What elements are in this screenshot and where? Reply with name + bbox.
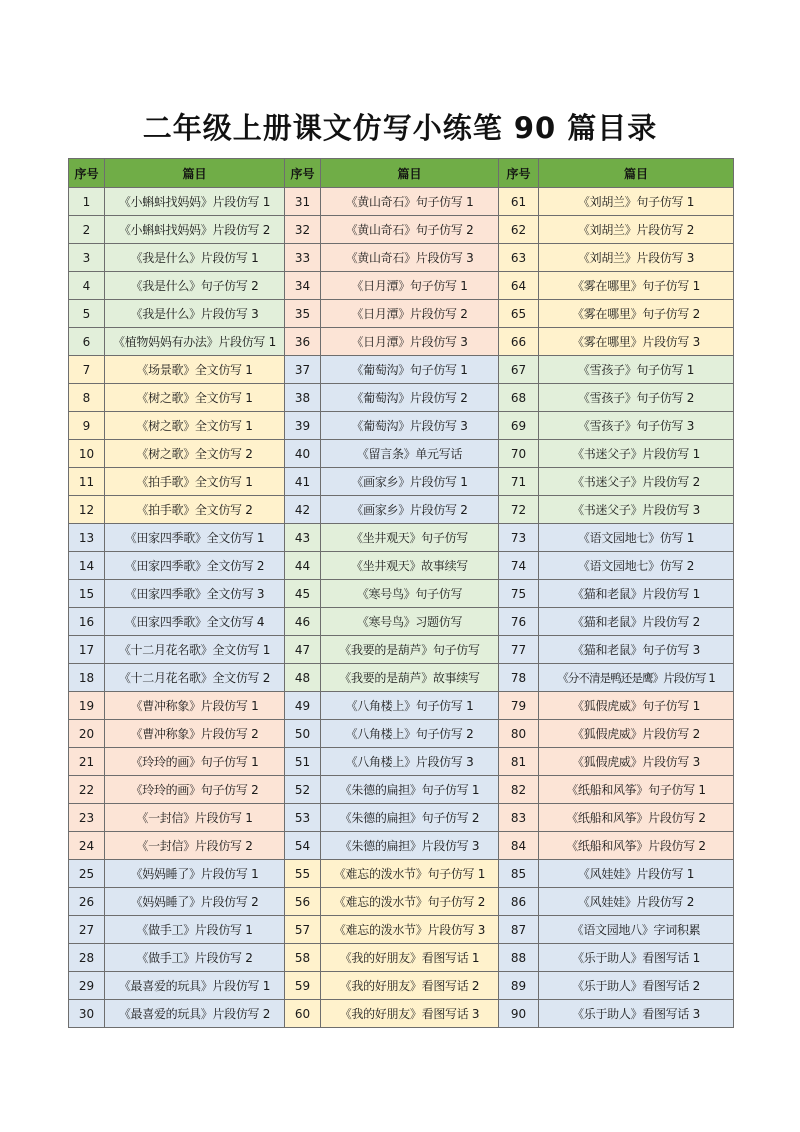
entry-title: 《雾在哪里》句子仿写 2 [539, 300, 734, 328]
entry-title: 《雾在哪里》句子仿写 1 [539, 272, 734, 300]
table-row [69, 664, 734, 692]
entry-number: 24 [69, 832, 105, 860]
entry-number: 29 [69, 972, 105, 1000]
entry-title: 《黄山奇石》句子仿写 2 [321, 216, 499, 244]
table-row [69, 496, 734, 524]
entry-title: 《日月潭》片段仿写 3 [321, 328, 499, 356]
table-row [69, 916, 734, 944]
entry-number: 25 [69, 860, 105, 888]
entry-title: 《日月潭》片段仿写 2 [321, 300, 499, 328]
entry-title: 《纸船和风筝》片段仿写 2 [539, 804, 734, 832]
table-row [69, 580, 734, 608]
entry-title: 《难忘的泼水节》句子仿写 2 [321, 888, 499, 916]
entry-title: 《十二月花名歌》全文仿写 1 [105, 636, 285, 664]
entry-title: 《最喜爱的玩具》片段仿写 1 [105, 972, 285, 1000]
entry-title: 《八角楼上》片段仿写 3 [321, 748, 499, 776]
entry-number: 75 [499, 580, 539, 608]
entry-number: 14 [69, 552, 105, 580]
entry-title: 《纸船和风筝》句子仿写 1 [539, 776, 734, 804]
entry-number: 88 [499, 944, 539, 972]
entry-title: 《葡萄沟》片段仿写 3 [321, 412, 499, 440]
table-row [69, 440, 734, 468]
entry-title: 《一封信》片段仿写 2 [105, 832, 285, 860]
entry-number: 69 [499, 412, 539, 440]
entry-title: 《猫和老鼠》片段仿写 1 [539, 580, 734, 608]
header-number: 序号 [499, 159, 539, 188]
entry-title: 《拍手歌》全文仿写 2 [105, 496, 285, 524]
entry-number: 61 [499, 188, 539, 216]
table-row [69, 272, 734, 300]
entry-title: 《我的好朋友》看图写话 2 [321, 972, 499, 1000]
entry-title: 《十二月花名歌》全文仿写 2 [105, 664, 285, 692]
entry-title: 《猫和老鼠》片段仿写 2 [539, 608, 734, 636]
entry-number: 78 [499, 664, 539, 692]
table-row [69, 720, 734, 748]
entry-title: 《小蝌蚪找妈妈》片段仿写 2 [105, 216, 285, 244]
entry-title: 《我是什么》句子仿写 2 [105, 272, 285, 300]
entry-title: 《寒号鸟》句子仿写 [321, 580, 499, 608]
entry-number: 42 [285, 496, 321, 524]
entry-title: 《妈妈睡了》片段仿写 1 [105, 860, 285, 888]
entry-number: 44 [285, 552, 321, 580]
entry-title: 《刘胡兰》片段仿写 2 [539, 216, 734, 244]
entry-title: 《书迷父子》片段仿写 3 [539, 496, 734, 524]
entry-number: 54 [285, 832, 321, 860]
entry-title: 《田家四季歌》全文仿写 3 [105, 580, 285, 608]
entry-number: 5 [69, 300, 105, 328]
table-row [69, 692, 734, 720]
entry-title: 《留言条》单元写话 [321, 440, 499, 468]
entry-number: 70 [499, 440, 539, 468]
entry-title: 《风娃娃》片段仿写 2 [539, 888, 734, 916]
entry-number: 22 [69, 776, 105, 804]
entry-number: 73 [499, 524, 539, 552]
entry-number: 19 [69, 692, 105, 720]
entry-title: 《小蝌蚪找妈妈》片段仿写 1 [105, 188, 285, 216]
entry-title: 《做手工》片段仿写 2 [105, 944, 285, 972]
entry-title: 《书迷父子》片段仿写 2 [539, 468, 734, 496]
table-row [69, 468, 734, 496]
entry-number: 87 [499, 916, 539, 944]
entry-title: 《狐假虎威》句子仿写 1 [539, 692, 734, 720]
table-row [69, 860, 734, 888]
entry-number: 11 [69, 468, 105, 496]
entry-title: 《黄山奇石》句子仿写 1 [321, 188, 499, 216]
entry-number: 6 [69, 328, 105, 356]
entry-number: 21 [69, 748, 105, 776]
entry-number: 8 [69, 384, 105, 412]
entry-title: 《树之歌》全文仿写 1 [105, 384, 285, 412]
entry-number: 4 [69, 272, 105, 300]
entry-number: 35 [285, 300, 321, 328]
entry-number: 89 [499, 972, 539, 1000]
entry-title: 《田家四季歌》全文仿写 4 [105, 608, 285, 636]
entry-title: 《做手工》片段仿写 1 [105, 916, 285, 944]
entry-number: 2 [69, 216, 105, 244]
entry-number: 32 [285, 216, 321, 244]
table-row [69, 1000, 734, 1028]
entry-title: 《难忘的泼水节》片段仿写 3 [321, 916, 499, 944]
entry-number: 79 [499, 692, 539, 720]
entry-title: 《玲玲的画》句子仿写 1 [105, 748, 285, 776]
entry-number: 45 [285, 580, 321, 608]
entry-number: 30 [69, 1000, 105, 1028]
table-row [69, 608, 734, 636]
entry-title: 《猫和老鼠》句子仿写 3 [539, 636, 734, 664]
entry-number: 85 [499, 860, 539, 888]
entry-number: 55 [285, 860, 321, 888]
entry-number: 81 [499, 748, 539, 776]
entry-title: 《分不清是鸭还是鹰》片段仿写 1 [539, 664, 734, 692]
entry-number: 10 [69, 440, 105, 468]
entry-title: 《葡萄沟》句子仿写 1 [321, 356, 499, 384]
entry-title: 《我是什么》片段仿写 1 [105, 244, 285, 272]
entry-number: 65 [499, 300, 539, 328]
entry-number: 77 [499, 636, 539, 664]
table-row [69, 412, 734, 440]
entry-number: 3 [69, 244, 105, 272]
entry-number: 90 [499, 1000, 539, 1028]
entry-number: 86 [499, 888, 539, 916]
entry-title: 《狐假虎威》片段仿写 3 [539, 748, 734, 776]
entry-title: 《场景歌》全文仿写 1 [105, 356, 285, 384]
entry-number: 62 [499, 216, 539, 244]
entry-title: 《画家乡》片段仿写 2 [321, 496, 499, 524]
table-row [69, 804, 734, 832]
page-title: 二年级上册课文仿写小练笔 90 篇目录 [142, 111, 658, 145]
entry-title: 《雪孩子》句子仿写 2 [539, 384, 734, 412]
entry-number: 46 [285, 608, 321, 636]
entry-number: 15 [69, 580, 105, 608]
entry-number: 82 [499, 776, 539, 804]
header-title: 篇目 [539, 159, 734, 188]
table-row [69, 776, 734, 804]
entry-title: 《语文园地八》字词积累 [539, 916, 734, 944]
entry-title: 《雾在哪里》片段仿写 3 [539, 328, 734, 356]
entry-number: 84 [499, 832, 539, 860]
entry-title: 《我的好朋友》看图写话 1 [321, 944, 499, 972]
entry-number: 17 [69, 636, 105, 664]
entry-number: 23 [69, 804, 105, 832]
entry-title: 《八角楼上》句子仿写 2 [321, 720, 499, 748]
entry-number: 20 [69, 720, 105, 748]
header-number: 序号 [285, 159, 321, 188]
entry-number: 57 [285, 916, 321, 944]
entry-number: 26 [69, 888, 105, 916]
entry-title: 《我要的是葫芦》故事续写 [321, 664, 499, 692]
table-row [69, 552, 734, 580]
entry-number: 58 [285, 944, 321, 972]
entry-title: 《语文园地七》仿写 1 [539, 524, 734, 552]
entry-title: 《树之歌》全文仿写 2 [105, 440, 285, 468]
entry-title: 《乐于助人》看图写话 3 [539, 1000, 734, 1028]
entry-number: 34 [285, 272, 321, 300]
entry-number: 50 [285, 720, 321, 748]
entry-title: 《乐于助人》看图写话 1 [539, 944, 734, 972]
table-row [69, 636, 734, 664]
table-row [69, 944, 734, 972]
entry-title: 《一封信》片段仿写 1 [105, 804, 285, 832]
entry-title: 《树之歌》全文仿写 1 [105, 412, 285, 440]
entry-title: 《黄山奇石》片段仿写 3 [321, 244, 499, 272]
entry-title: 《曹冲称象》片段仿写 2 [105, 720, 285, 748]
entry-title: 《最喜爱的玩具》片段仿写 2 [105, 1000, 285, 1028]
entry-number: 49 [285, 692, 321, 720]
entry-title: 《我要的是葫芦》句子仿写 [321, 636, 499, 664]
table-row [69, 244, 734, 272]
entry-number: 72 [499, 496, 539, 524]
entry-number: 33 [285, 244, 321, 272]
entry-title: 《我的好朋友》看图写话 3 [321, 1000, 499, 1028]
entry-title: 《玲玲的画》句子仿写 2 [105, 776, 285, 804]
header-title: 篇目 [321, 159, 499, 188]
table-row [69, 832, 734, 860]
entry-number: 28 [69, 944, 105, 972]
entry-title: 《纸船和风筝》片段仿写 2 [539, 832, 734, 860]
catalog-table [68, 158, 734, 1028]
entry-number: 66 [499, 328, 539, 356]
entry-number: 1 [69, 188, 105, 216]
entry-title: 《刘胡兰》句子仿写 1 [539, 188, 734, 216]
header-title: 篇目 [105, 159, 285, 188]
entry-title: 《雪孩子》句子仿写 1 [539, 356, 734, 384]
entry-number: 76 [499, 608, 539, 636]
entry-number: 53 [285, 804, 321, 832]
table-row [69, 216, 734, 244]
entry-number: 40 [285, 440, 321, 468]
entry-number: 12 [69, 496, 105, 524]
entry-title: 《日月潭》句子仿写 1 [321, 272, 499, 300]
entry-number: 63 [499, 244, 539, 272]
entry-title: 《朱德的扁担》句子仿写 2 [321, 804, 499, 832]
entry-title: 《刘胡兰》片段仿写 3 [539, 244, 734, 272]
entry-title: 《我是什么》片段仿写 3 [105, 300, 285, 328]
entry-title: 《狐假虎威》片段仿写 2 [539, 720, 734, 748]
table-row [69, 328, 734, 356]
entry-number: 13 [69, 524, 105, 552]
entry-title: 《风娃娃》片段仿写 1 [539, 860, 734, 888]
table-row [69, 356, 734, 384]
entry-number: 67 [499, 356, 539, 384]
entry-number: 16 [69, 608, 105, 636]
entry-title: 《植物妈妈有办法》片段仿写 1 [105, 328, 285, 356]
table-row [69, 888, 734, 916]
entry-title: 《朱德的扁担》句子仿写 1 [321, 776, 499, 804]
entry-number: 52 [285, 776, 321, 804]
entry-number: 38 [285, 384, 321, 412]
entry-title: 《坐井观天》故事续写 [321, 552, 499, 580]
entry-title: 《八角楼上》句子仿写 1 [321, 692, 499, 720]
entry-number: 48 [285, 664, 321, 692]
entry-number: 64 [499, 272, 539, 300]
entry-title: 《坐井观天》句子仿写 [321, 524, 499, 552]
entry-title: 《难忘的泼水节》句子仿写 1 [321, 860, 499, 888]
entry-number: 43 [285, 524, 321, 552]
entry-number: 51 [285, 748, 321, 776]
entry-number: 80 [499, 720, 539, 748]
entry-title: 《寒号鸟》习题仿写 [321, 608, 499, 636]
entry-number: 18 [69, 664, 105, 692]
header-number: 序号 [69, 159, 105, 188]
entry-number: 41 [285, 468, 321, 496]
entry-number: 74 [499, 552, 539, 580]
entry-title: 《拍手歌》全文仿写 1 [105, 468, 285, 496]
entry-title: 《田家四季歌》全文仿写 2 [105, 552, 285, 580]
entry-number: 7 [69, 356, 105, 384]
entry-title: 《画家乡》片段仿写 1 [321, 468, 499, 496]
table-row [69, 972, 734, 1000]
entry-number: 9 [69, 412, 105, 440]
entry-title: 《曹冲称象》片段仿写 1 [105, 692, 285, 720]
table-row [69, 384, 734, 412]
entry-title: 《田家四季歌》全文仿写 1 [105, 524, 285, 552]
entry-number: 39 [285, 412, 321, 440]
entry-number: 56 [285, 888, 321, 916]
entry-title: 《书迷父子》片段仿写 1 [539, 440, 734, 468]
entry-number: 68 [499, 384, 539, 412]
entry-number: 59 [285, 972, 321, 1000]
entry-number: 60 [285, 1000, 321, 1028]
entry-number: 36 [285, 328, 321, 356]
entry-number: 27 [69, 916, 105, 944]
table-row [69, 300, 734, 328]
table-row [69, 524, 734, 552]
table-row [69, 748, 734, 776]
entry-number: 31 [285, 188, 321, 216]
entry-title: 《葡萄沟》片段仿写 2 [321, 384, 499, 412]
table-header-row [69, 159, 734, 188]
entry-number: 71 [499, 468, 539, 496]
entry-title: 《乐于助人》看图写话 2 [539, 972, 734, 1000]
entry-title: 《朱德的扁担》片段仿写 3 [321, 832, 499, 860]
entry-number: 83 [499, 804, 539, 832]
entry-title: 《雪孩子》句子仿写 3 [539, 412, 734, 440]
entry-number: 37 [285, 356, 321, 384]
entry-title: 《语文园地七》仿写 2 [539, 552, 734, 580]
table-row [69, 188, 734, 216]
entry-number: 47 [285, 636, 321, 664]
entry-title: 《妈妈睡了》片段仿写 2 [105, 888, 285, 916]
